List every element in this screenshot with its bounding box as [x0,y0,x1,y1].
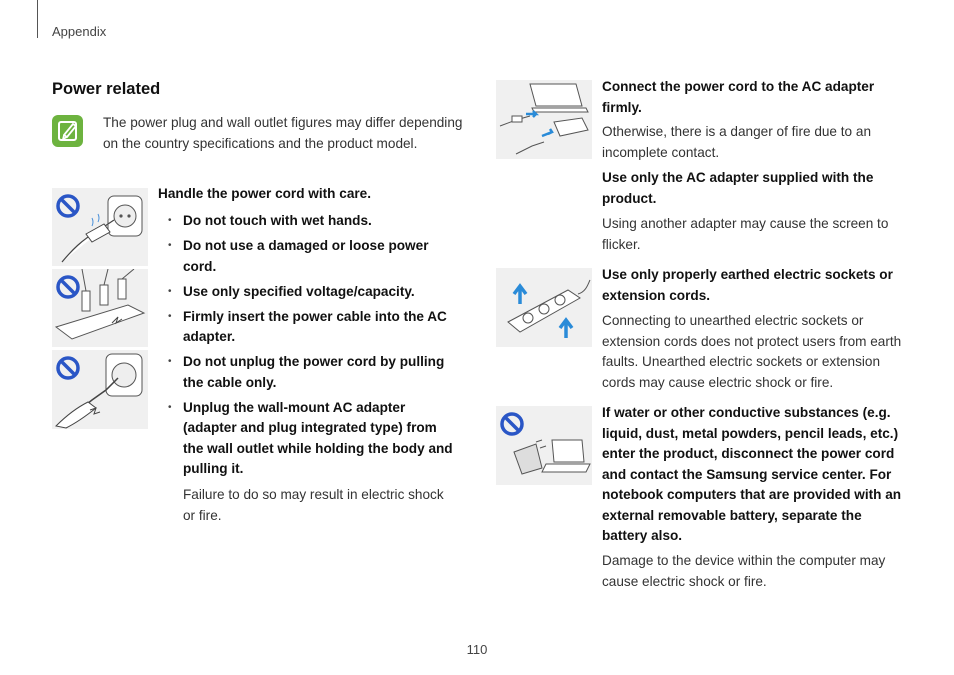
list-item: • Do not use a damaged or loose power cord. [158,236,458,277]
list-item: • Use only specified voltage/capacity. [158,282,458,303]
note-pencil-icon [52,115,83,147]
page-number: 110 [466,642,488,657]
list-note: Failure to do so may result in electric shock or fire. [183,487,444,523]
bullet-list [158,211,458,484]
ac-adapter-connection-illustration [496,80,592,159]
section-title: Power related [52,80,161,98]
list-item: • Unplug the wall-mount AC adapter (adapter and plug integrated type) from the wall outlet while holding the body and pulling it. [158,398,458,480]
right-heading-4: If water or other conductive substances (e.g. liquid, dust, metal powders, pencil leads, etc.) enter the product, disconnect the power cord and contact the Samsung service center. For notebook computers that are provided with an external removable battery, separate the battery also. [602,405,902,543]
note-text: The power plug and wall outlet figures may differ depending on the country specifications and the product model. [103,115,463,151]
liquid-spill-illustration [496,406,592,485]
earthed-extension-cord-illustration [496,268,592,347]
list-item: • Do not unplug the power cord by pulling the cable only. [158,352,458,393]
list-item: • Firmly insert the power cable into the AC adapter. [158,307,458,348]
right-body-2: Using another adapter may cause the screen to flicker. [602,216,889,252]
right-heading-3: Use only properly earthed electric sockets or extension cords. [602,267,893,303]
right-heading-1: Connect the power cord to the AC adapter firmly. [602,79,875,115]
pulling-cord-illustration [52,350,148,429]
wet-hands-plug-illustration [52,188,148,266]
right-heading-2: Use only the AC adapter supplied with the product. [602,170,874,206]
right-body-1: Otherwise, there is a danger of fire due to an incomplete contact. [602,124,872,160]
right-body-3: Connecting to unearthed electric sockets or extension cords does not protect users from earth faults. Unearthed electric sockets or extension cords may cause electric shock or fire. [602,313,902,390]
header-rule [37,0,38,38]
list-item: • Do not touch with wet hands. [158,211,458,232]
header-section: Appendix [52,24,107,39]
left-lead: Handle the power cord with care. [158,186,372,201]
right-body-4: Damage to the device within the computer may cause electric shock or fire. [602,553,886,589]
overloaded-power-strip-illustration [52,269,148,347]
